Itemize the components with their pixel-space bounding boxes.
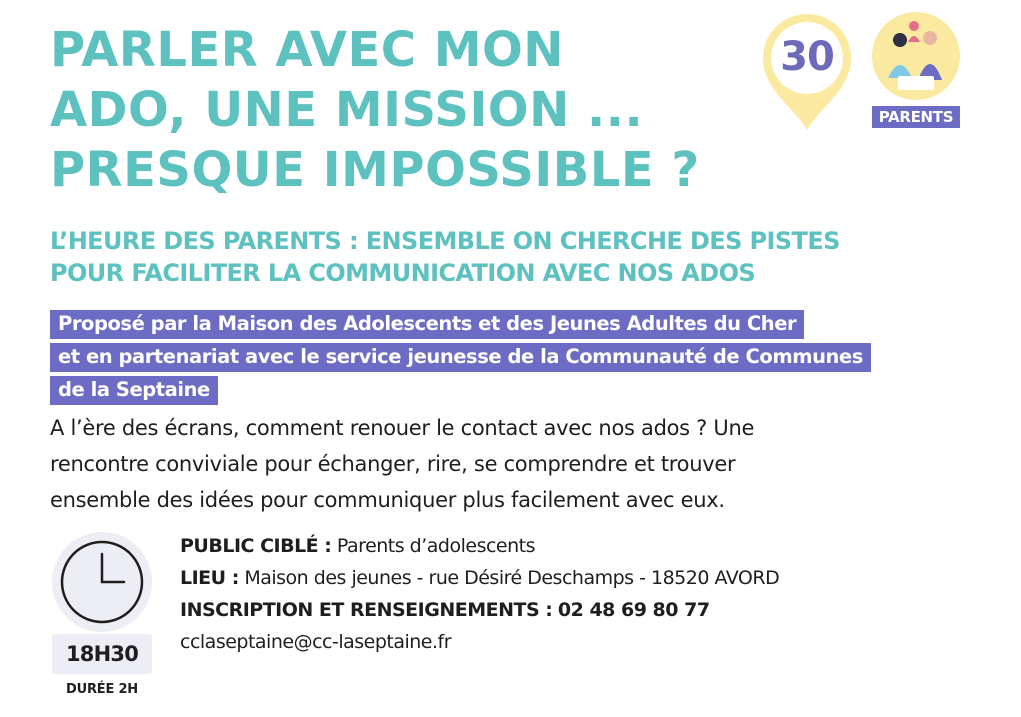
event-description: [50, 410, 965, 518]
family-illustration-icon: [870, 8, 962, 108]
schedule-block: [50, 530, 160, 710]
registration-phone[interactable]: 02 48 69 80 77: [557, 599, 710, 621]
email-row: [180, 626, 980, 658]
session-number: 30: [780, 34, 834, 80]
title-line: ADO, UNE MISSION ...: [50, 82, 644, 138]
title-line: PARLER AVEC MON: [50, 22, 564, 78]
partner-line: et en partenariat avec le service jeunesse de la Communauté de Communes: [50, 343, 871, 372]
place-label: LIEU :: [180, 567, 239, 589]
description-line: A l’ère des écrans, comment renouer le contact avec nos ados ? Une: [50, 416, 755, 440]
audience-badge: [870, 8, 962, 128]
registration-label: INSCRIPTION ET RENSEIGNEMENTS :: [180, 599, 553, 621]
location-pin-badge: [757, 8, 857, 133]
subtitle-line: POUR FACILITER LA COMMUNICATION AVEC NOS ADOS: [50, 259, 756, 287]
partner-banner: [50, 310, 980, 409]
title-line: PRESQUE IMPOSSIBLE ?: [50, 142, 700, 198]
description-line: rencontre conviviale pour échanger, rire, se comprendre et trouver: [50, 452, 736, 476]
event-info: [180, 530, 980, 658]
public-row: [180, 530, 980, 562]
start-time: 18H30: [52, 634, 152, 674]
partner-line: Proposé par la Maison des Adolescents et des Jeunes Adultes du Cher: [50, 310, 804, 339]
partner-line: de la Septaine: [50, 376, 218, 405]
contact-email[interactable]: cclaseptaine@cc-laseptaine.fr: [180, 631, 452, 653]
event-title: [50, 20, 780, 200]
place-row: [180, 562, 980, 594]
description-line: ensemble des idées pour communiquer plus facilement avec eux.: [50, 488, 725, 512]
audience-label: PARENTS: [872, 106, 960, 128]
duration-label: DURÉE 2H: [66, 682, 138, 697]
place-value: Maison des jeunes - rue Désiré Deschamps - 18520 AVORD: [244, 567, 780, 589]
subtitle-line: L’HEURE DES PARENTS : ENSEMBLE ON CHERCHE DES PISTES: [50, 227, 840, 255]
public-value: Parents d’adolescents: [336, 535, 536, 557]
event-subtitle: [50, 225, 980, 289]
registration-row: [180, 594, 980, 626]
clock-icon: [50, 530, 154, 634]
public-label: PUBLIC CIBLÉ :: [180, 535, 332, 557]
